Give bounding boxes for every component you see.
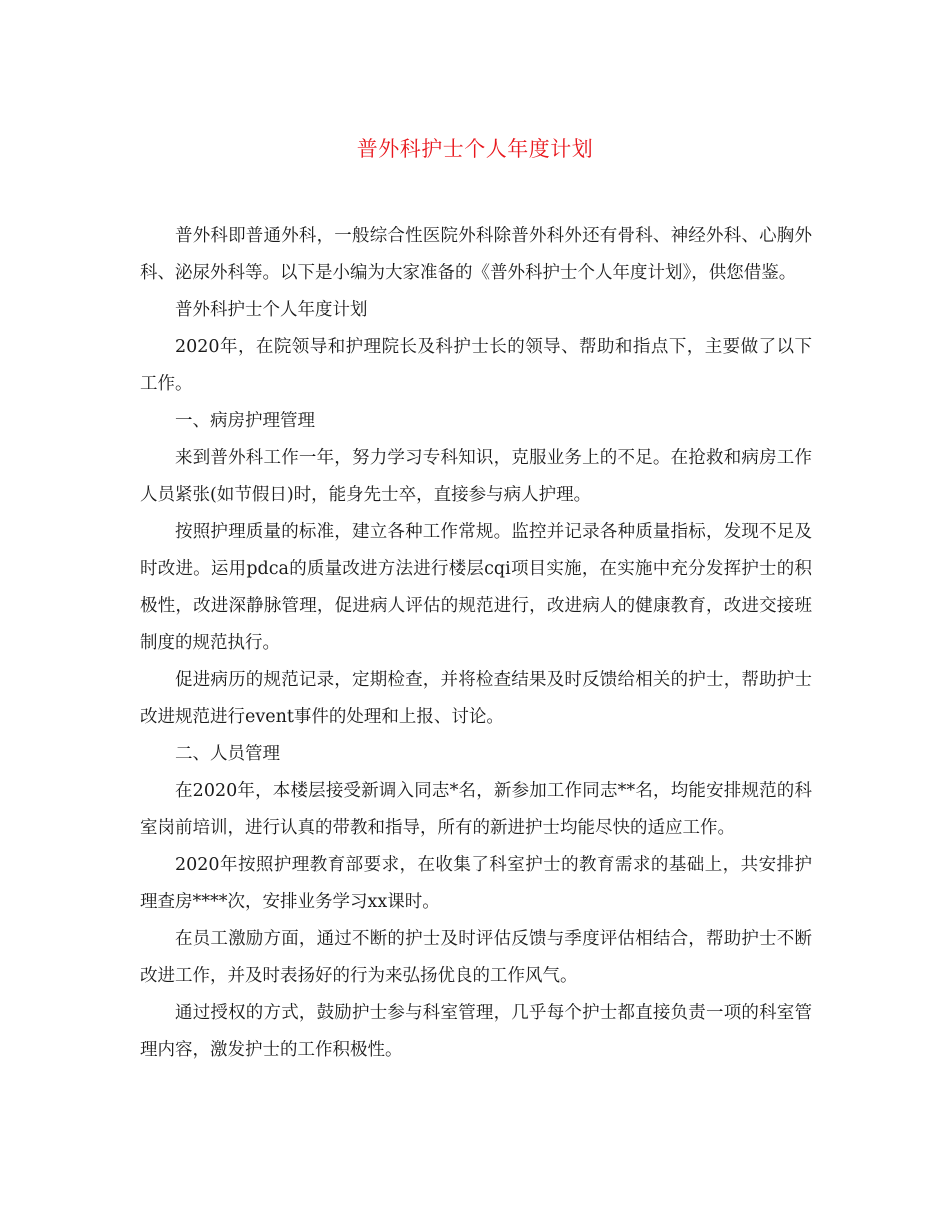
body-paragraph: 在员工激励方面，通过不断的护士及时评估反馈与季度评估相结合，帮助护士不断改进工作，并及时表扬好的行为来弘扬优良的工作风气。	[140, 929, 812, 986]
section-heading-staff-management: 二、人员管理	[175, 744, 280, 764]
body-paragraph: 来到普外科工作一年，努力学习专科知识，克服业务上的不足。在抢救和病房工作人员紧张(如节假日)时，能身先士卒，直接参与病人护理。	[140, 448, 812, 505]
body-paragraph: 通过授权的方式，鼓励护士参与科室管理，几乎每个护士都直接负责一项的科室管理内容，激发护士的工作积极性。	[140, 1003, 812, 1060]
body-paragraph: 在2020年，本楼层接受新调入同志*名，新参加工作同志**名，均能安排规范的科室岗前培训，进行认真的带教和指导，所有的新进护士均能尽快的适应工作。	[140, 781, 812, 838]
body-paragraph: 按照护理质量的标准，建立各种工作常规。监控并记录各种质量指标，发现不足及时改进。运用pdca的质量改进方法进行楼层cqi项目实施，在实施中充分发挥护士的积极性，改进深静脉管理，促进病人评估的规范进行，改进病人的健康教育，改进交接班制度的规范执行。	[140, 522, 812, 653]
subtitle-paragraph: 普外科护士个人年度计划	[175, 300, 368, 320]
document-title: 普外科护士个人年度计划	[356, 137, 594, 161]
body-paragraph: 2020年按照护理教育部要求，在收集了科室护士的教育需求的基础上，共安排护理查房****次，安排业务学习xx课时。	[140, 855, 812, 912]
summary-paragraph: 2020年，在院领导和护理院长及科护士长的领导、帮助和指点下，主要做了以下工作。	[140, 337, 812, 394]
body-paragraph: 促进病历的规范记录，定期检查，并将检查结果及时反馈给相关的护士，帮助护士改进规范进行event事件的处理和上报、讨论。	[140, 670, 812, 727]
section-heading-ward-management: 一、病房护理管理	[175, 411, 315, 431]
document-body	[140, 218, 812, 1069]
intro-paragraph: 普外科即普通外科，一般综合性医院外科除普外科外还有骨科、神经外科、心胸外科、泌尿外科等。以下是小编为大家准备的《普外科护士个人年度计划》，供您借鉴。	[140, 226, 812, 283]
